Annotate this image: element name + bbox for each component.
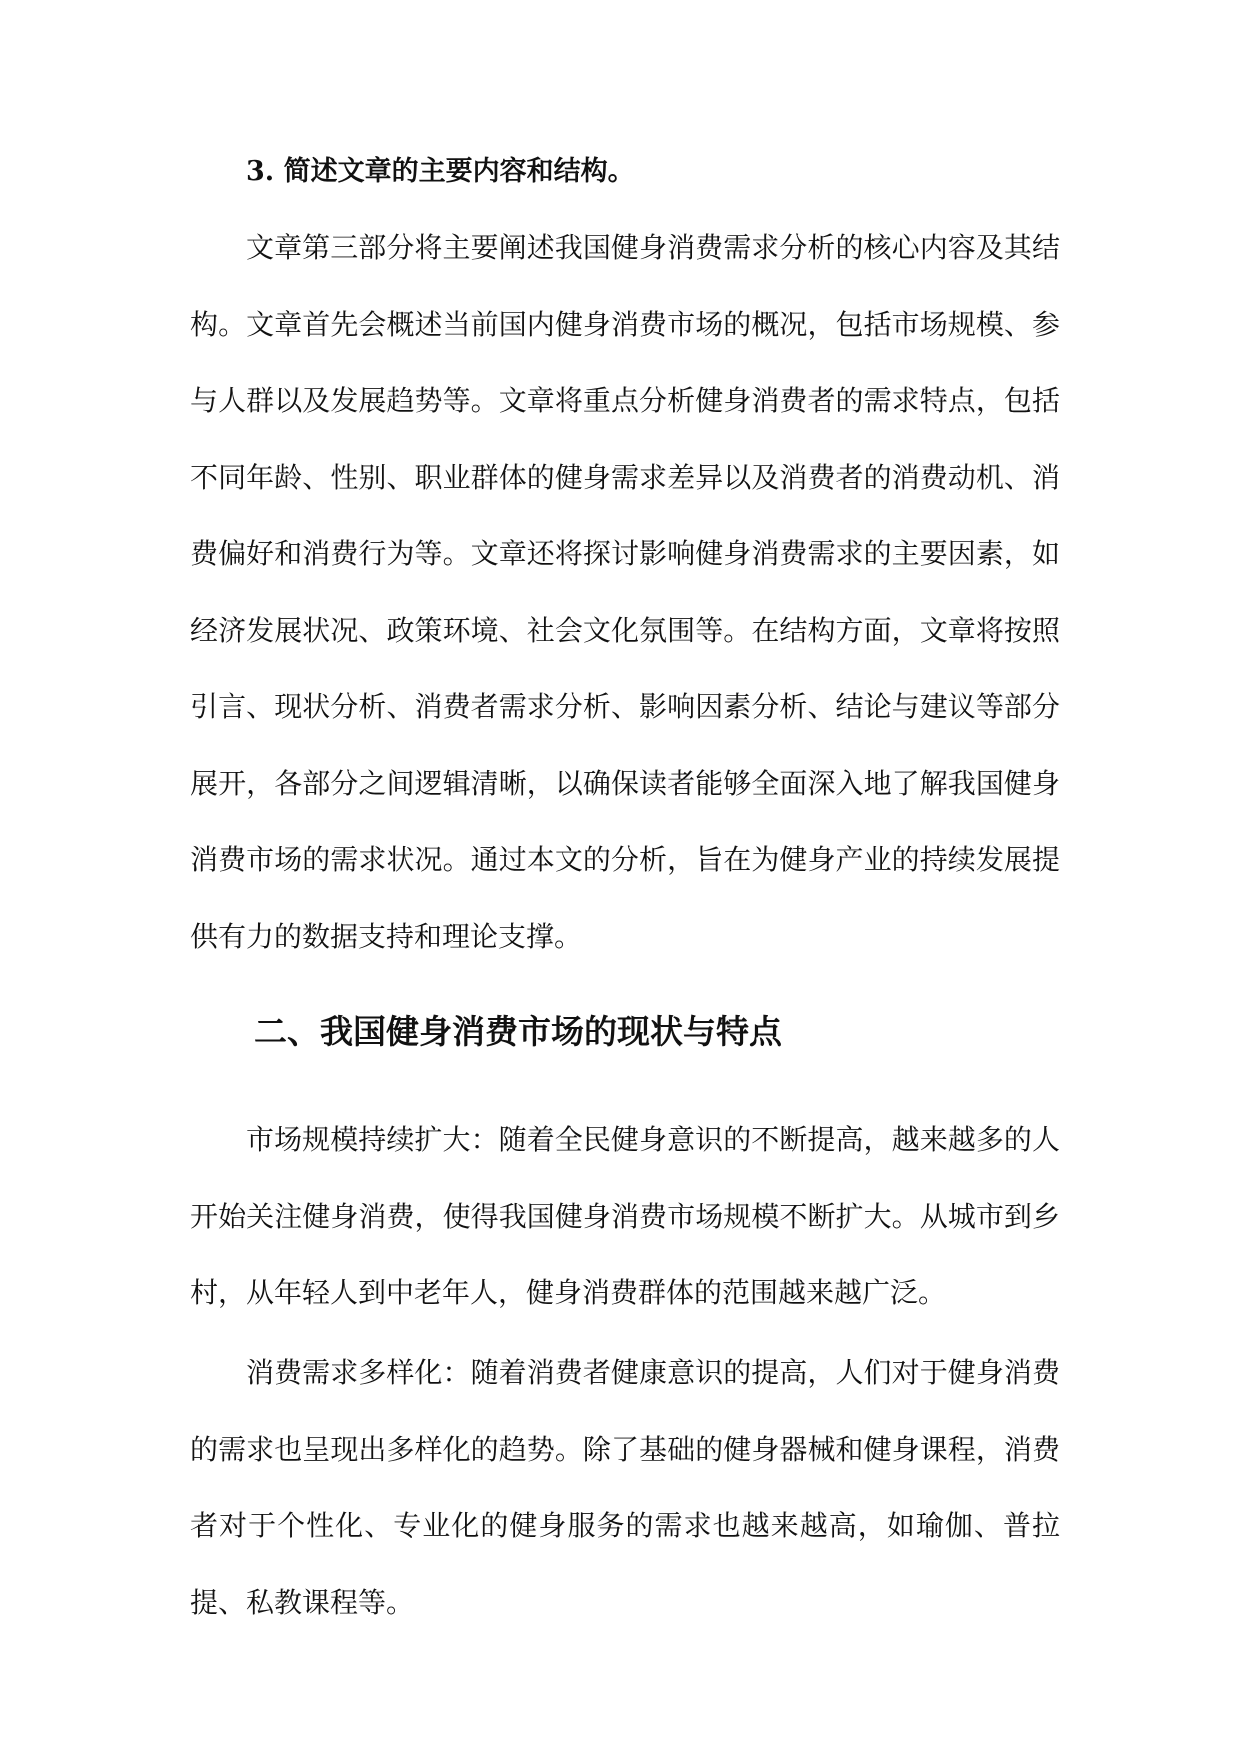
- section-heading: 二、我国健身消费市场的现状与特点: [254, 1012, 782, 1051]
- paragraph-content-structure: 文章第三部分将主要阐述我国健身消费需求分析的核心内容及其结构。文章首先会概述当前国内健身消费市场的概况，包括市场规模、参与人群以及发展趋势等。文章将重点分析健身消费者的需求特点，包括不同年龄、性别、职业群体的健身需求差异以及消费者的消费动机、消费偏好和消费行为等。文章还将探讨影响健身消费需求的主要因素，如经济发展状况、政策环境、社会文化氛围等。在结构方面，文章将按照引言、现状分析、消费者需求分析、影响因素分析、结论与建议等部分展开，各部分之间逻辑清晰，以确保读者能够全面深入地了解我国健身消费市场的需求状况。通过本文的分析，旨在为健身产业的持续发展提供有力的数据支持和理论支撑。: [190, 231, 1060, 953]
- subsection-heading: 3. 简述文章的主要内容和结构。: [246, 156, 635, 187]
- paragraph-market-scale: 市场规模持续扩大：随着全民健身意识的不断提高，越来越多的人开始关注健身消费，使得我国健身消费市场规模不断扩大。从城市到乡村，从年轻人到中老年人，健身消费群体的范围越来越广泛。: [190, 1123, 1060, 1309]
- paragraph-demand-diversity: 消费需求多样化：随着消费者健康意识的提高，人们对于健身消费的需求也呈现出多样化的趋势。除了基础的健身器械和健身课程，消费者对于个性化、专业化的健身服务的需求也越来越高，如瑜伽、普拉提、私教课程等。: [190, 1356, 1060, 1619]
